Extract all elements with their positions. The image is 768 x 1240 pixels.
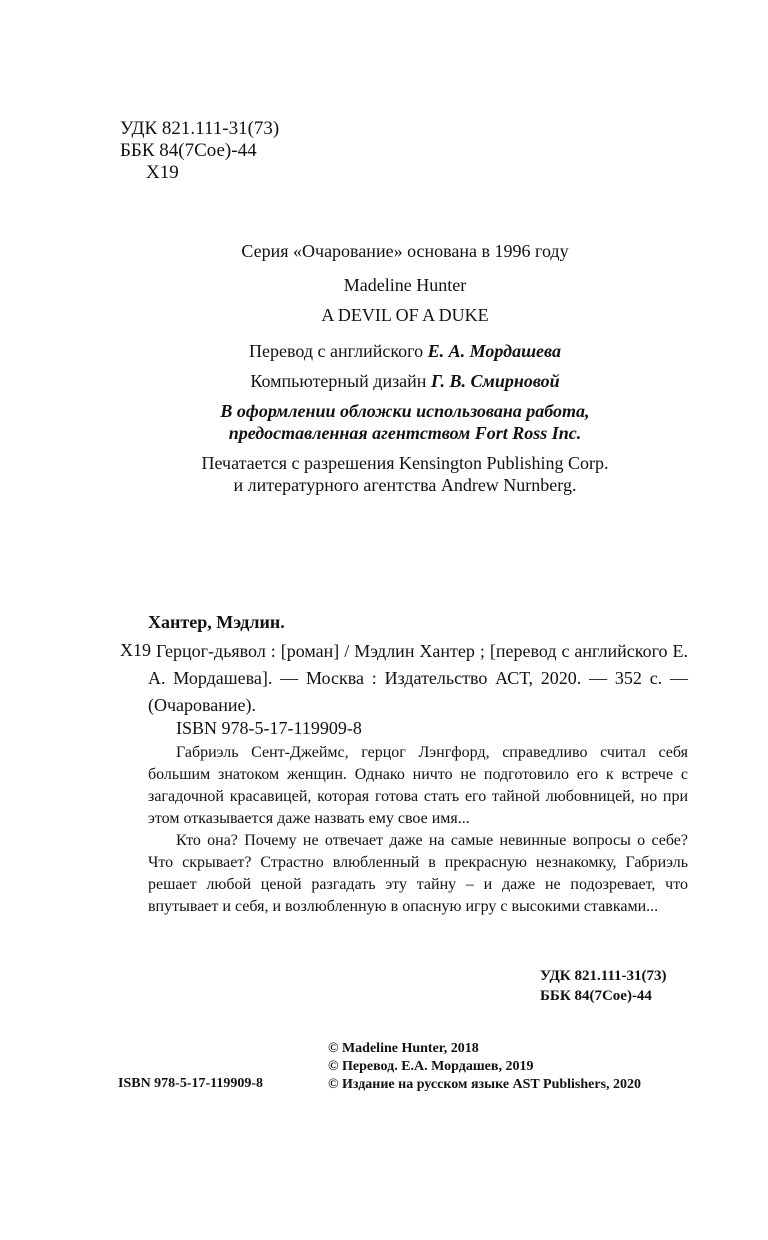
bbk-code: ББК 84(7Сое)-44 [120,140,257,161]
original-title: A DEVIL OF A DUKE [321,305,489,325]
permission-line2: и литературного агентства Andrew Nurnberg. [233,475,577,495]
original-author: Madeline Hunter [343,275,467,295]
annotation-paragraph-1: Габриэль Сент-Джеймс, герцог Лэнгфорд, справедливо считал себя большим знатоком женщин. Однако ничто не подготовило его к встрече с загадочной красавицей, которая готова стать его тайной любовницей, но при этом отказывается даже назвать ему свое имя... [148,744,688,827]
series-note: Серия «Очарование» основана в 1996 году [241,241,569,261]
annotation [148,742,688,918]
footer-isbn: ISBN 978-5-17-119909-8 [118,1076,264,1091]
footer-bbk: ББК 84(7Сое)-44 [540,988,652,1004]
design-prefix: Компьютерный дизайн [250,371,427,391]
bibliography-isbn: ISBN 978-5-17-119909-8 [176,718,362,738]
bibliography-author: Хантер, Мэдлин. [148,612,285,632]
copyright-block [328,1040,641,1094]
translator-name: Е. А. Мордашева [427,341,561,361]
cover-credit-line1: В оформлении обложки использована работа, [220,401,590,421]
translation-prefix: Перевод с английского [249,341,424,361]
udk-code: УДК 821.111-31(73) [120,118,280,139]
copyright-translation: © Перевод. Е.А. Мордашев, 2019 [328,1059,534,1074]
bibliography-entry [148,638,688,719]
footer-classification [540,966,667,1006]
designer-name: Г. В. Смирновой [430,371,560,391]
cover-credit-line2: предоставленная агентством Fort Ross Inc. [228,423,582,443]
author-mark: Х19 [146,162,179,183]
design-credit [80,370,730,392]
classification-codes [120,118,279,184]
bibliography-mark: Х19 [120,640,151,660]
copyright-edition: © Издание на русском языке AST Publishers, 2020 [328,1077,642,1092]
annotation-paragraph-2: Кто она? Почему не отвечает даже на самые невинные вопросы о себе? Что скрывает? Страстно влюбленный в прекрасную незнакомку, Габриэль решает любой ценой разгадать эту тайну – и даже не подозревает, что впутывает и себя, и возлюбленную в опасную игру с высокими ставками... [148,832,688,915]
footer-udk: УДК 821.111-31(73) [540,968,667,984]
translation-credit [80,340,730,362]
copyright-author: © Madeline Hunter, 2018 [328,1041,479,1056]
permission-line1: Печатается с разрешения Kensington Publishing Corp. [201,453,609,473]
bibliography-text: Герцог-дьявол : [роман] / Мэдлин Хантер ; [перевод с английского Е. А. Мордашева]. — Москва : Издательство АСТ, 2020. — 352 с. — (Очарование). [148,641,688,715]
